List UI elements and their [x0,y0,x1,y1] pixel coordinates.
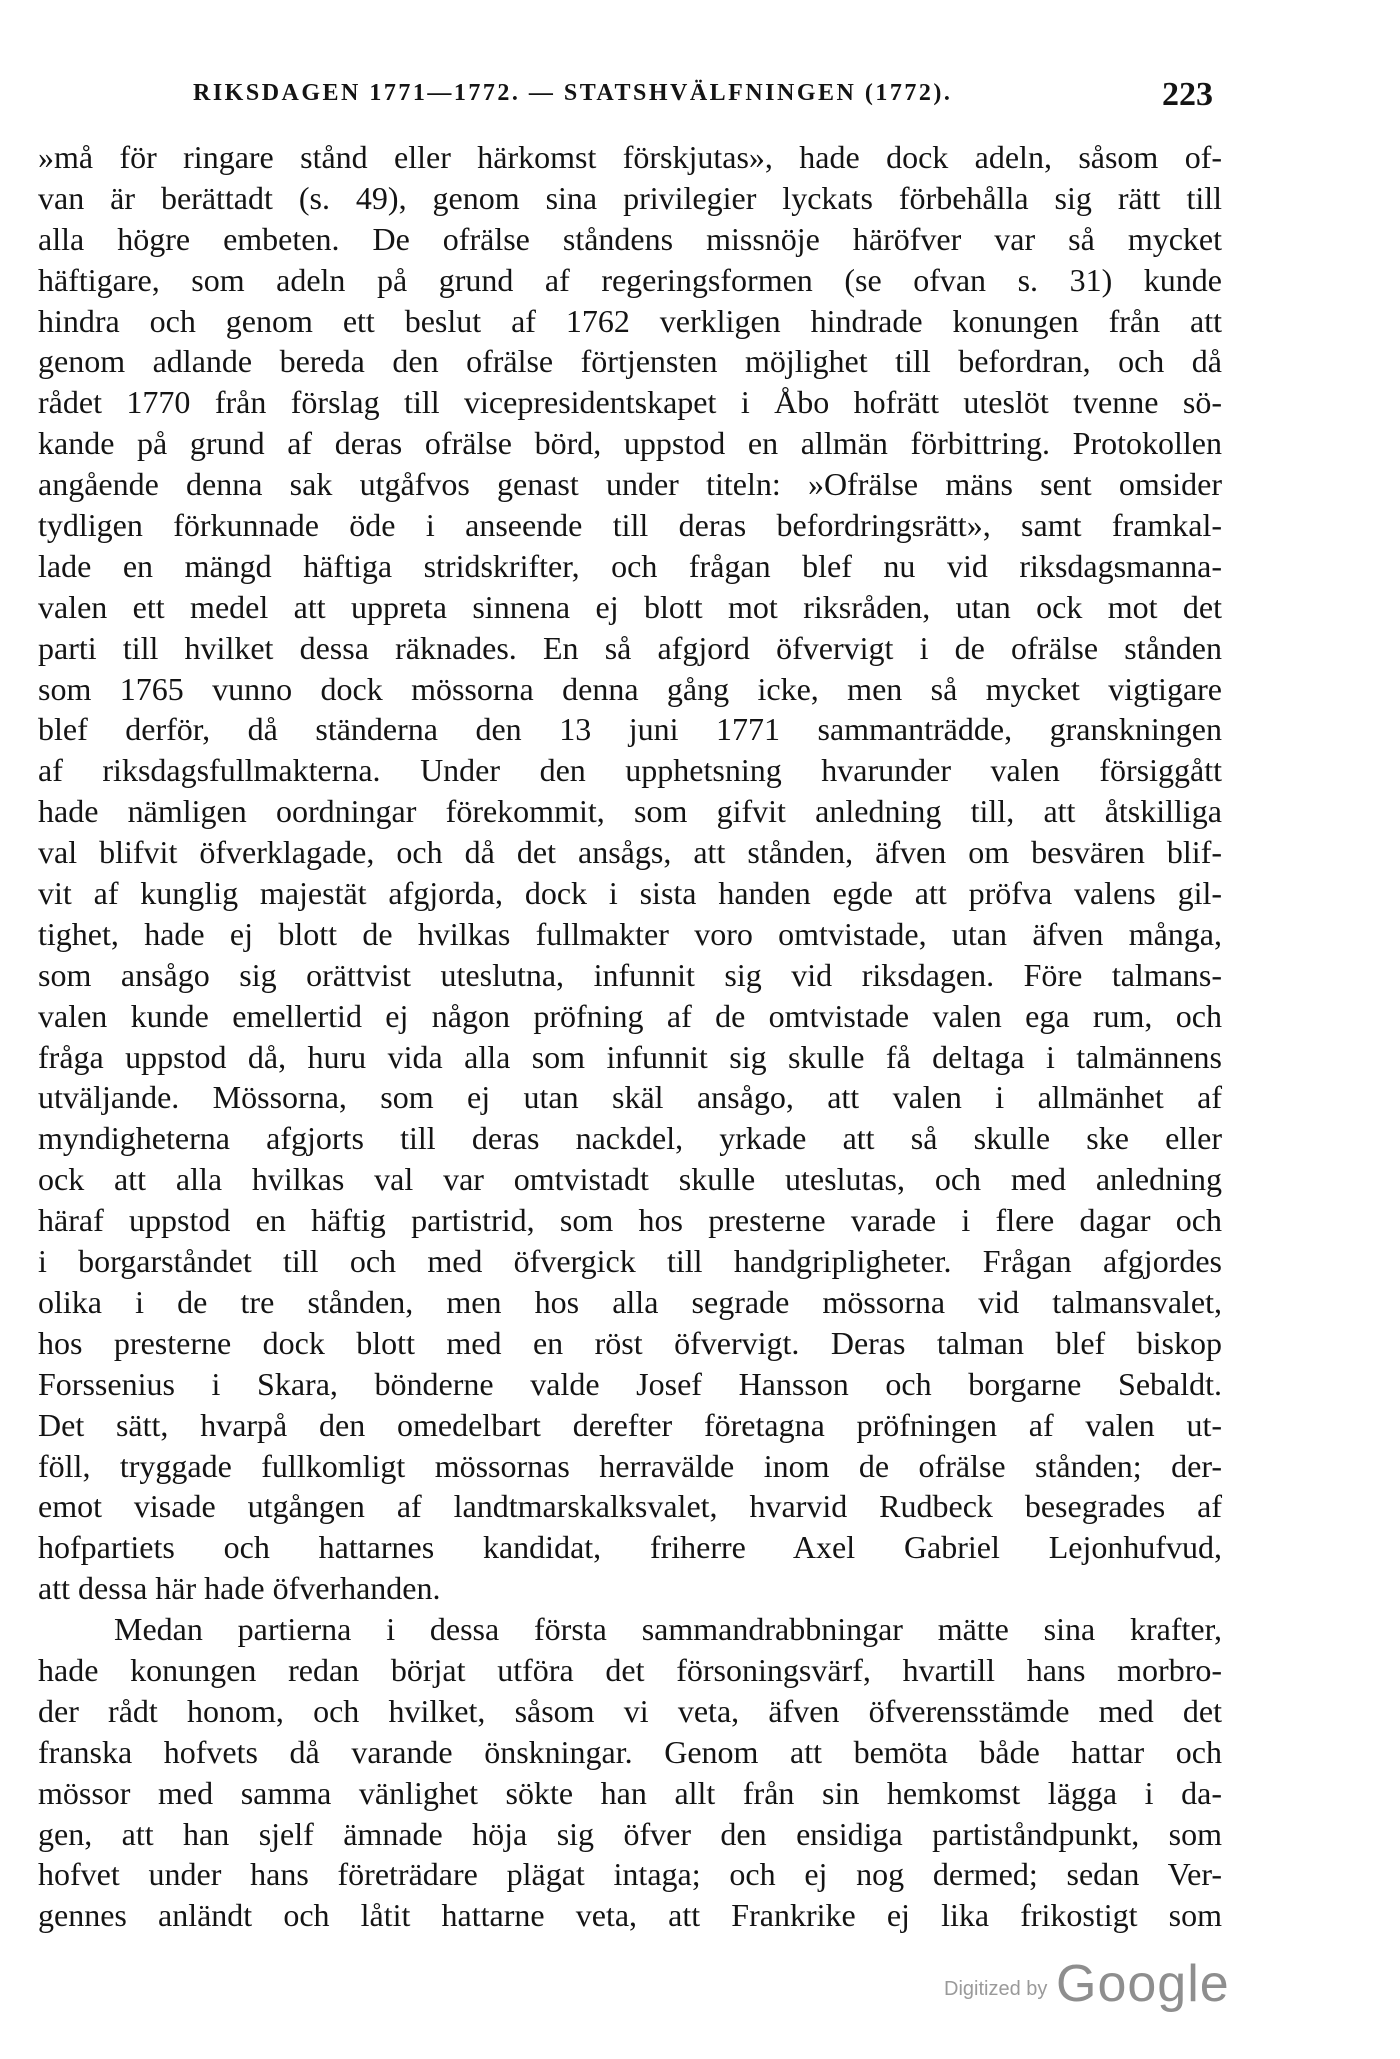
text-line: Forssenius i Skara, bönderne valde Josef Hansson och borgarne Sebaldt. [38,1365,1222,1402]
text-line: hofvet under hans företrädare plägat intaga; och ej nog dermed; sedan Ver- [38,1856,1222,1893]
text-line: Det sätt, hvarpå den omedelbart derefter företagna pröfningen af valen ut- [38,1406,1222,1443]
google-logo: Google [1056,1955,1230,2013]
text-line: som 1765 vunno dock mössorna denna gång icke, men så mycket vigtigare [38,670,1222,707]
text-line: valen ett medel att uppreta sinnena ej blott mot riksråden, utan ock mot det [38,588,1222,625]
text-line: som ansågo sig orättvist uteslutna, infunnit sig vid riksdagen. Före talmans- [38,956,1222,993]
text-line: franska hofvets då varande önskningar. Genom att bemöta både hattar och [38,1733,1222,1770]
text-line: utväljande. Mössorna, som ej utan skäl ansågo, att valen i allmänhet af [38,1079,1222,1116]
page-header [193,76,1213,120]
text-line: i borgarståndet till och med öfvergick till handgripligheter. Frågan afgjordes [38,1243,1222,1280]
page-number: 223 [1162,76,1213,113]
text-line: fråga uppstod då, huru vida alla som infunnit sig skulle få deltaga i talmännens [38,1038,1222,1075]
text-line: valen kunde emellertid ej någon pröfning af de omtvistade valen ega rum, och [38,997,1222,1034]
paragraph [38,1609,1222,1936]
text-line: häraf uppstod en häftig partistrid, som hos presterne varade i flere dagar och [38,1202,1222,1239]
text-line: hofpartiets och hattarnes kandidat, friherre Axel Gabriel Lejonhufvud, [38,1529,1222,1566]
running-head: RIKSDAGEN 1771—1772. — STATSHVÄLFNINGEN (1772). [193,80,953,106]
text-line: emot visade utgången af landtmarskalksvalet, hvarvid Rudbeck besegrades af [38,1488,1222,1525]
text-line: tighet, hade ej blott de hvilkas fullmakter voro omtvistade, utan äfven många, [38,915,1222,952]
body-text [38,137,1222,1936]
text-line: tydligen förkunnade öde i anseende till deras befordringsrätt», samt framkal- [38,507,1222,544]
watermark-prefix: Digitized by [944,1978,1048,2000]
text-line: att dessa här hade öfverhanden. [38,1570,441,1607]
text-line: »må för ringare stånd eller härkomst förskjutas», hade dock adeln, såsom of- [38,139,1222,175]
text-line: gen, att han sjelf ämnade höja sig öfver den ensidiga partiståndpunkt, som [38,1815,1222,1852]
text-line: hade konungen redan börjat utföra det försoningsvärf, hvartill hans morbro- [38,1651,1222,1688]
text-line: hade nämligen oordningar förekommit, som gifvit anledning till, att åtskilliga [38,793,1222,830]
text-line: val blifvit öfverklagade, och då det ansågs, att stånden, äfven om besvären blif- [38,834,1222,871]
text-line: olika i de tre stånden, men hos alla segrade mössorna vid talmansvalet, [38,1283,1222,1320]
text-line: ock att alla hvilkas val var omtvistadt skulle uteslutas, och med anledning [38,1161,1222,1198]
text-line: af riksdagsfullmakterna. Under den upphetsning hvarunder valen försiggått [38,752,1222,789]
text-line: lade en mängd häftiga stridskrifter, och frågan blef nu vid riksdagsmanna- [38,547,1222,584]
text-line: van är berättadt (s. 49), genom sina privilegier lyckats förbehålla sig rätt till [38,179,1222,216]
text-line: föll, tryggade fullkomligt mössornas herravälde inom de ofrälse stånden; der- [38,1447,1222,1484]
text-line: mössor med samma vänlighet sökte han allt från sin hemkomst lägga i da- [38,1774,1222,1811]
paragraph [38,137,1222,1609]
text-line: vit af kunglig majestät afgjorda, dock i sista handen egde att pröfva valens gil- [38,875,1222,912]
text-line: angående denna sak utgåfvos genast under titeln: »Ofrälse mäns sent omsider [38,466,1222,503]
text-line: gennes anländt och låtit hattarne veta, att Frankrike ej lika frikostigt som [38,1897,1222,1934]
text-line: myndigheterna afgjorts till deras nackdel, yrkade att så skulle ske eller [38,1120,1222,1157]
text-line: der rådt honom, och hvilket, såsom vi veta, äfven öfverensstämde med det [38,1692,1222,1729]
text-line: hos presterne dock blott med en röst öfvervigt. Deras talman blef biskop [38,1324,1222,1361]
text-line: alla högre embeten. De ofrälse ståndens missnöje häröfver var så mycket [38,220,1222,257]
text-line: Medan partierna i dessa första sammandrabbningar mätte sina krafter, [114,1611,1222,1648]
text-line: parti till hvilket dessa räknades. En så afgjord öfvervigt i de ofrälse stånden [38,629,1222,666]
text-line: kande på grund af deras ofrälse börd, uppstod en allmän förbittring. Protokollen [38,425,1222,462]
text-line: blef derför, då ständerna den 13 juni 1771 sammanträdde, granskningen [38,711,1222,748]
digitization-watermark [944,1954,1234,2014]
text-line: genom adlande bereda den ofrälse förtjensten möjlighet till befordran, och då [38,343,1222,380]
text-line: rådet 1770 från förslag till vicepresidentskapet i Åbo hofrätt uteslöt tvenne sö- [38,384,1222,421]
text-line: häftigare, som adeln på grund af regeringsformen (se ofvan s. 31) kunde [38,261,1222,298]
text-line: hindra och genom ett beslut af 1762 verkligen hindrade konungen från att [38,302,1222,339]
